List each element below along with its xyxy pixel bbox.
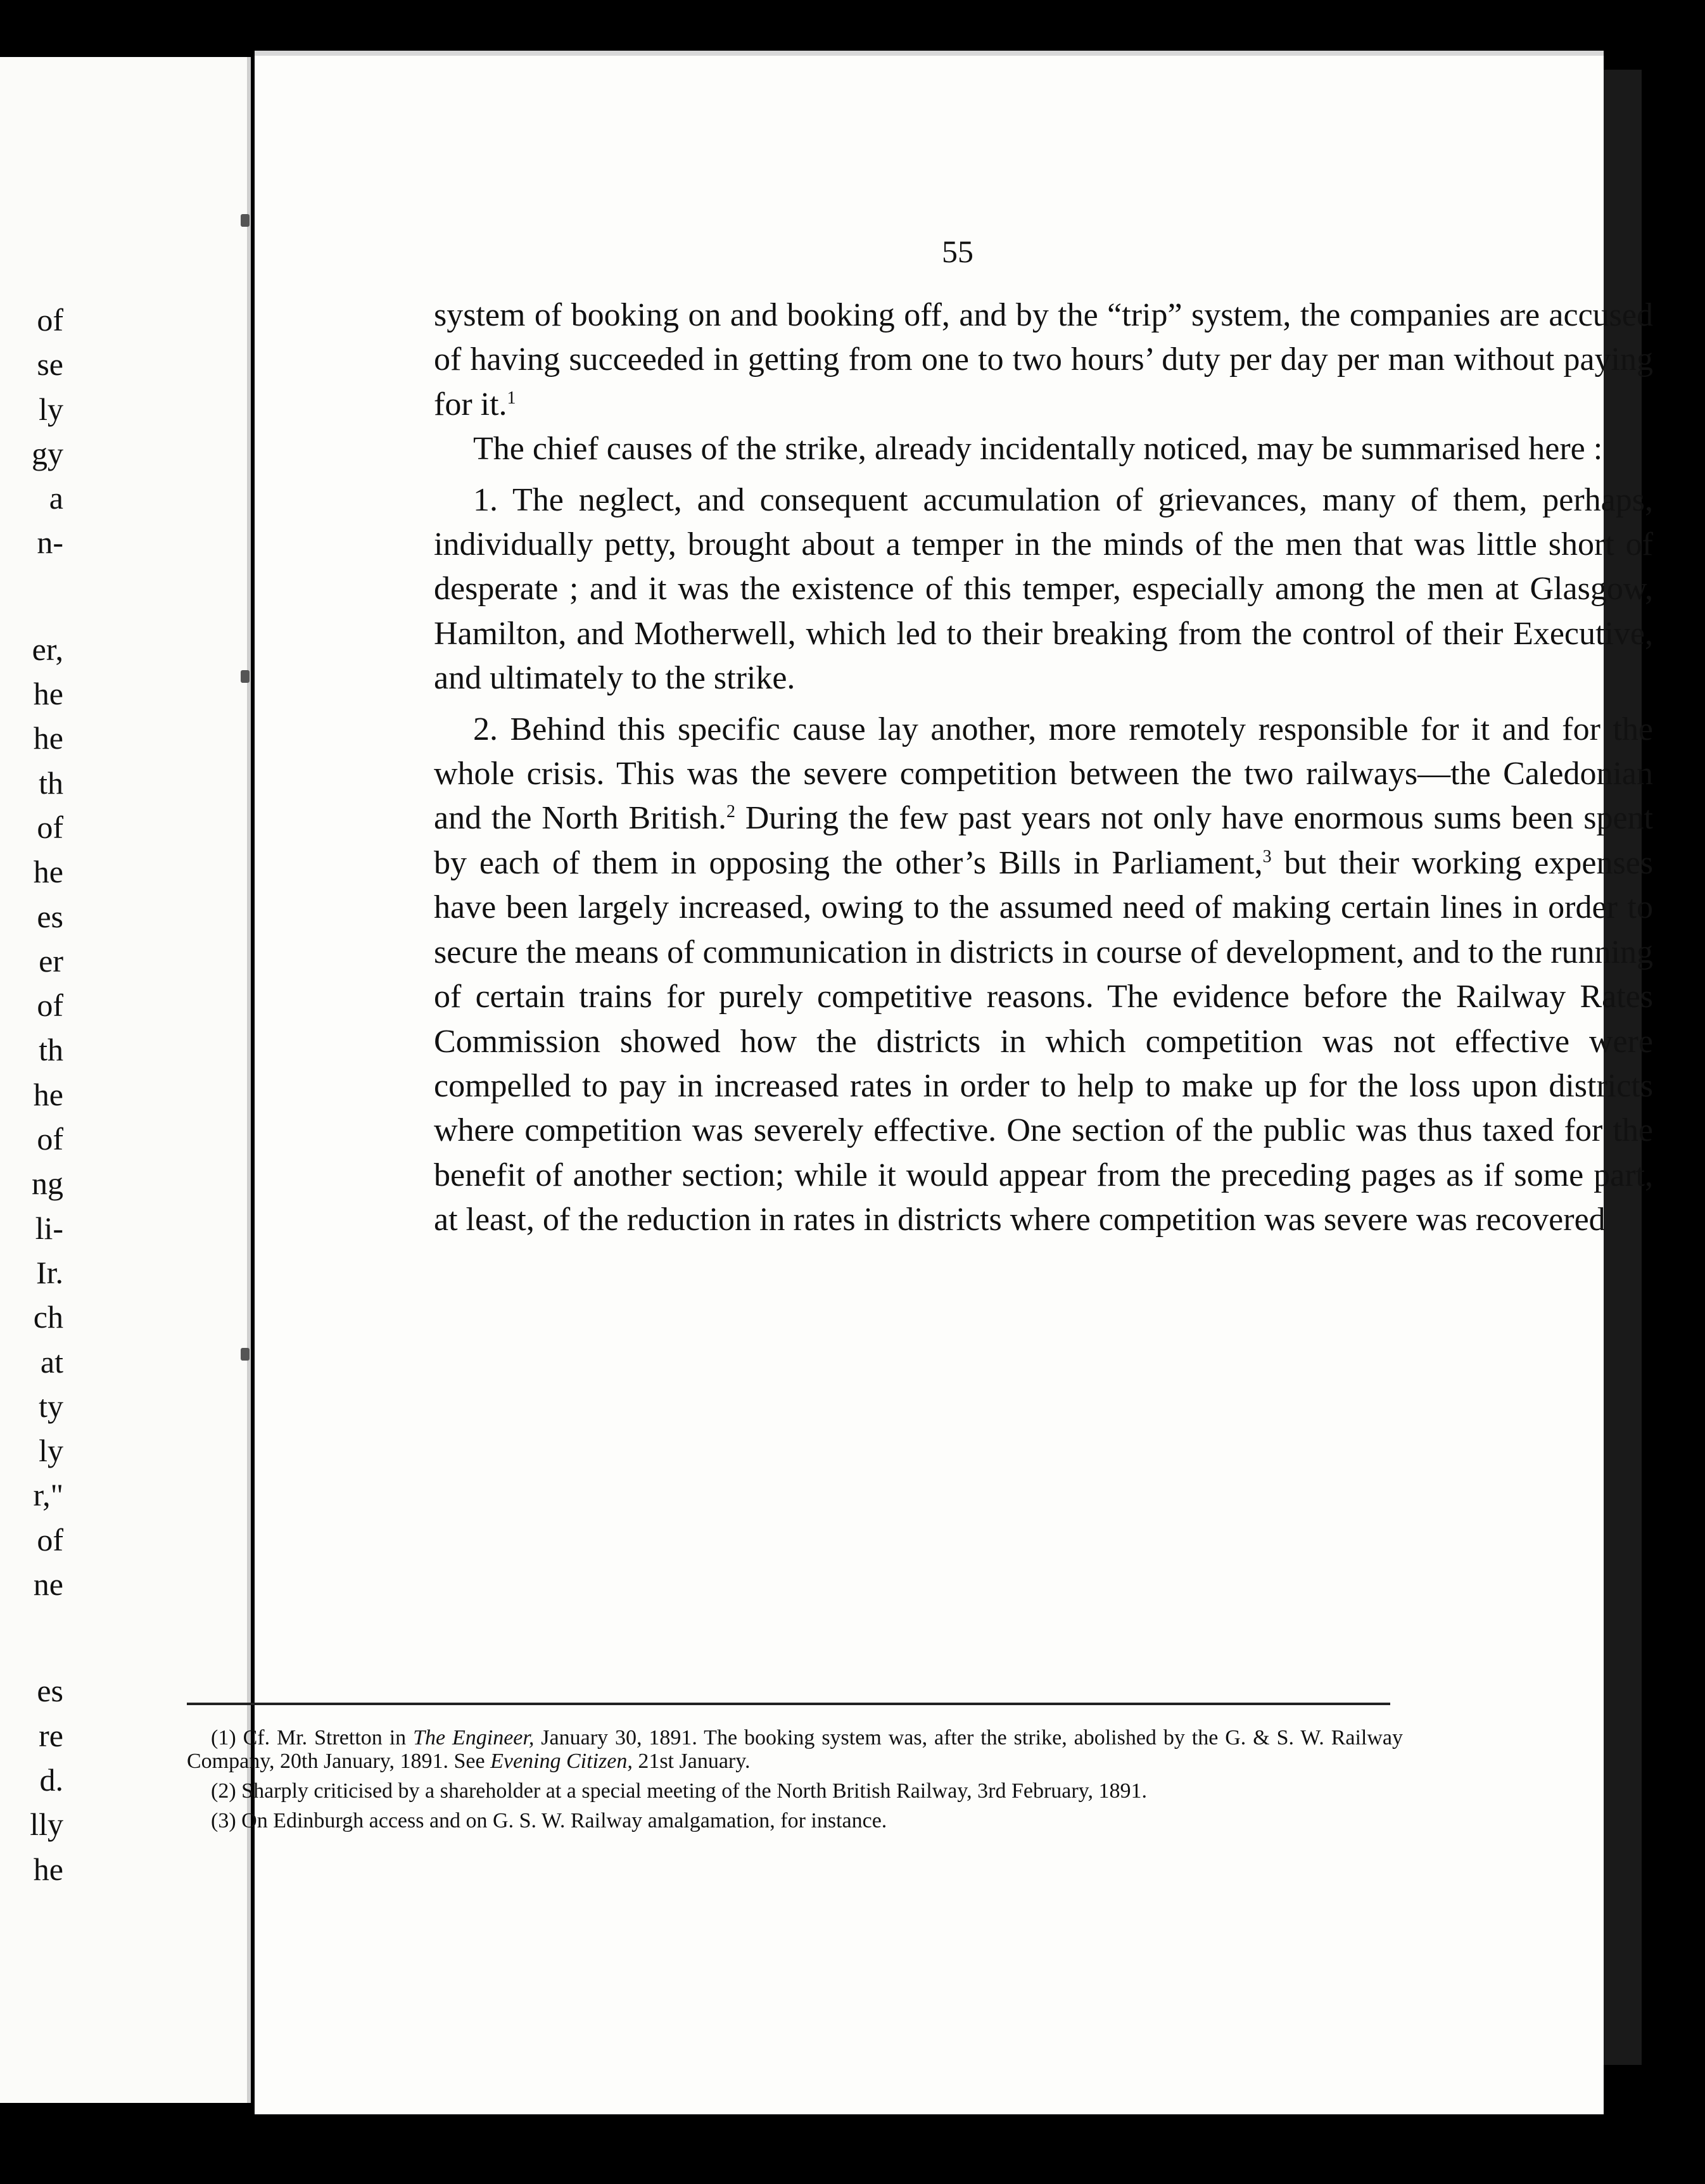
previous-page-line-end: ly [39, 391, 63, 427]
previous-page-line-end: ng [32, 1165, 63, 1202]
binding-mark [241, 670, 250, 683]
footnote-rule [187, 1703, 1390, 1705]
footnote: (2) Sharply criticised by a shareholder at a special meeting of the North British Railway, 3rd February, 1891. [211, 1779, 1147, 1803]
previous-page-line-end: he [33, 854, 63, 890]
previous-page-line-end: ne [33, 1566, 63, 1603]
previous-page-line-end: er [39, 943, 63, 979]
previous-page-line-end: of [37, 1121, 63, 1157]
previous-page-line-endings [0, 298, 63, 1891]
paragraph: 1. The neglect, and consequent accumulation of grievances, many of them, perhaps, individually petty, brought about a temper in the minds of the men that was little short of desperate ; and it was the existence of this temper, especially among the men at Glasgow, Hamilton, and Motherwell, which led to their breaking from the control of their Executive, and ultimately to the strike. [434, 481, 1653, 697]
paragraph: system of booking on and booking off, and by the “trip” system, the companies are accused of having succeeded in getting from one to two hours’ duty per day per man without paying for it.$^1$ [434, 297, 1653, 422]
previous-page-line-end: li- [35, 1210, 63, 1246]
previous-page-line-end: gy [32, 435, 63, 471]
previous-page-line-end: of [37, 809, 63, 845]
previous-page-line-end: ch [33, 1299, 63, 1335]
paragraph: The chief causes of the strike, already incidentally noticed, may be summarised here : [473, 431, 1603, 467]
binding-mark [241, 1348, 250, 1361]
previous-page-line-end: re [39, 1717, 63, 1753]
paragraph: 2. Behind this specific cause lay another, more remotely responsible for it and for the whole crisis. This was the severe competition between the two railways—the Caledonian and the North British.$^2$ During the few past years not only have enormous sums been spent by each of them in opposing the other’s Bills in Parliament,$^3$ but their working expenses have been largely increased, owing to the assumed need of making certain lines in order to secure the means of communication in districts in course of development, and to the running of certain trains for purely competitive reasons. The evidence before the Railway Rates Commission showed how the districts in which competition was not effective were compelled to pay in increased rates in order to help to make up for the loss upon districts where competition was severely effective. One section of the public was thus taxed for the benefit of another section; while it would appear from the preceding pages as if some part, at least, of the reduction in rates in districts where competition was severe was recovered [434, 711, 1653, 1238]
previous-page-line-end: se [37, 346, 63, 383]
page-number: 55 [942, 234, 973, 269]
previous-page-line-end [0, 565, 63, 627]
footnotes [187, 1726, 1403, 1839]
previous-page-line-end: he [33, 720, 63, 756]
previous-page-line-end: es [37, 1673, 63, 1709]
previous-page-line-end: a [49, 480, 63, 516]
previous-page-line-end: d. [39, 1762, 63, 1798]
previous-page-line-end: ly [39, 1433, 63, 1469]
previous-page-line-end: Ir. [35, 1254, 63, 1290]
previous-page-line-end: of [37, 1521, 63, 1558]
footnote: (3) On Edinburgh access and on G. S. W. Railway amalgamation, for instance. [211, 1809, 887, 1832]
binding-mark [241, 214, 250, 227]
previous-page-line-end: th [39, 1032, 63, 1068]
previous-page-line-end: he [33, 676, 63, 712]
previous-page-line-end: of [37, 302, 63, 338]
previous-page-line-end: r," [33, 1477, 63, 1513]
previous-page-line-end: at [40, 1343, 63, 1380]
previous-page-line-end: er, [32, 631, 63, 667]
previous-page-line-end: he [33, 1076, 63, 1112]
footnote-ref: 1 [507, 388, 516, 408]
footnote: (1) Cf. Mr. Stretton in The Engineer, January 30, 1891. The booking system was, after the strike, abolished by the G. & S. W. Railway Company, 20th January, 1891. See Evening Citizen, 21st January. [187, 1726, 1403, 1773]
previous-page-line-end [0, 1606, 63, 1668]
previous-page-line-end: th [39, 765, 63, 801]
previous-page-line-end: es [37, 898, 63, 934]
previous-page-line-end: ty [39, 1388, 63, 1424]
footnote-ref: 2 [726, 802, 735, 822]
footnote-ref: 3 [1262, 846, 1272, 867]
body-text [434, 293, 1653, 1243]
previous-page-line-end: lly [30, 1806, 63, 1843]
previous-page-line-end: he [33, 1851, 63, 1887]
previous-page-line-end: of [37, 987, 63, 1024]
previous-page-line-end: n- [37, 524, 63, 561]
